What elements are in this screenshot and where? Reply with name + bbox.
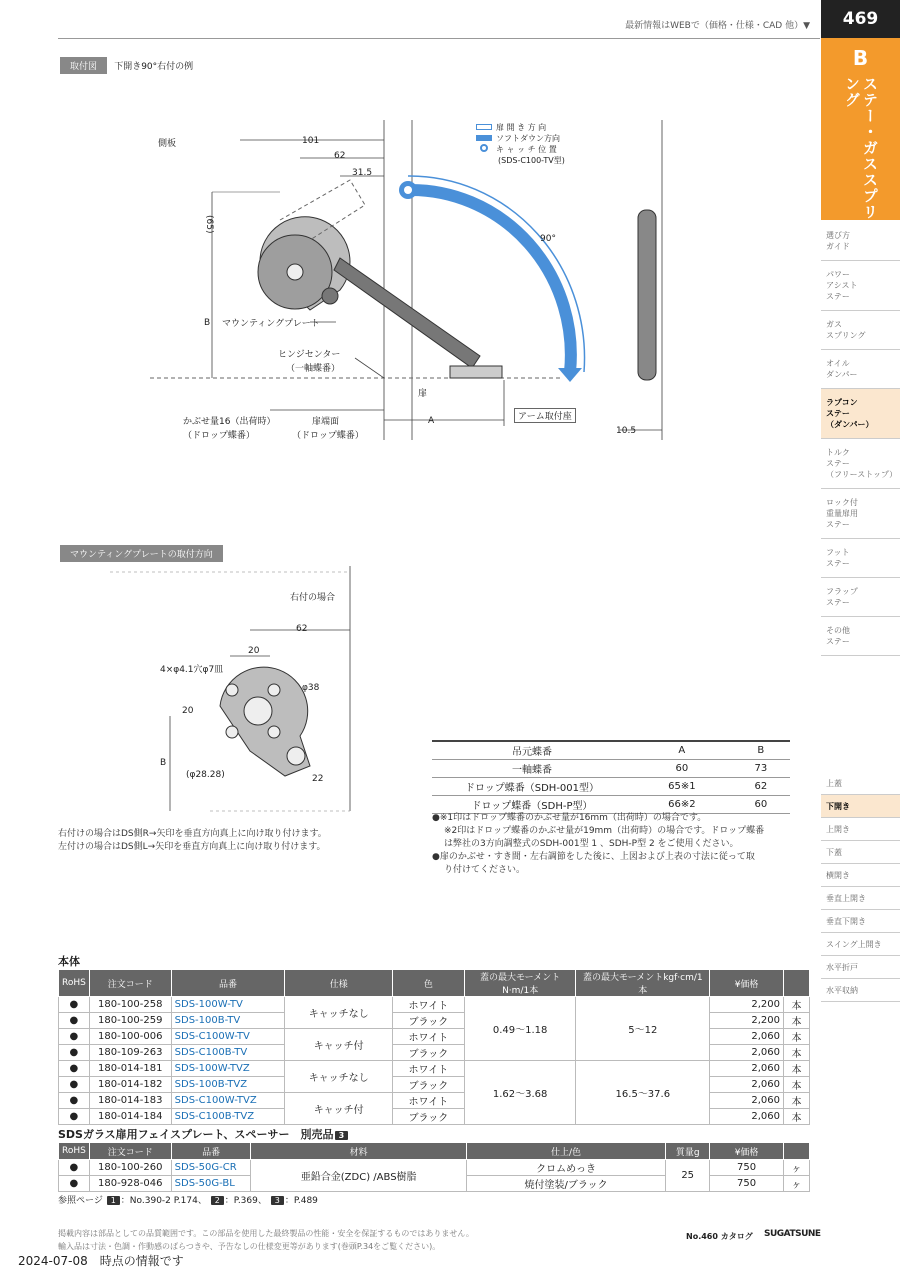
mount-note-1: 右付けの場合はDS側R→矢印を垂直方向真上に向け取り付けます。 xyxy=(58,829,327,839)
order-code-cell: 180-100-259 xyxy=(89,1013,171,1029)
ab-note: ●扉のかぶせ・すき間・左右調節をした後に、上図および上表の寸法に従って取 xyxy=(432,852,755,862)
color-cell: ホワイト xyxy=(393,1061,465,1077)
install-diagram xyxy=(150,110,710,450)
part-link[interactable]: SDS-100W-TV xyxy=(171,997,285,1013)
side-nav-item[interactable]: ロック付 重量扉用 ステー xyxy=(821,489,900,539)
ab-header-hinge: 吊元蝶番 xyxy=(432,741,632,760)
install-figure-caption: 下開き90°右付の例 xyxy=(114,62,194,72)
label-arm-seat: アーム取付座 xyxy=(514,408,576,423)
table-row: ドロップ蝶番（SDH-P型） 66※2 60 xyxy=(432,796,790,814)
mount-figure-tag: マウンティングプレートの取付方向 xyxy=(60,545,223,562)
side-nav xyxy=(821,222,900,656)
color-cell: ブラック xyxy=(393,1045,465,1061)
spec-cell: キャッチなし xyxy=(285,1061,393,1093)
label-dim-a: A xyxy=(428,416,435,426)
label-side-panel: 側板 xyxy=(158,139,177,149)
part-link[interactable]: SDS-C100B-TV xyxy=(171,1045,285,1061)
direction-nav-item[interactable]: 上蓋 xyxy=(821,772,900,795)
label-dim-b: B xyxy=(204,318,211,328)
side-nav-item[interactable]: フット ステー xyxy=(821,539,900,578)
label-angle: 90° xyxy=(540,234,556,244)
diagram-legend xyxy=(476,122,565,166)
color-cell: ブラック xyxy=(393,1109,465,1125)
arrow-head xyxy=(558,368,582,382)
price-cell: 2,200 xyxy=(710,1013,784,1029)
table-row: ● 180-928-046 SDS-50G-BL 焼付塗装/ブラック 750 ヶ xyxy=(59,1176,810,1192)
ref-badge-1[interactable]: 1 xyxy=(107,1196,120,1205)
side-nav-item[interactable]: 選び方 ガイド xyxy=(821,222,900,261)
direction-nav-item[interactable]: 垂直下開き xyxy=(821,910,900,933)
legend-open: 扉 開 き 方 向 xyxy=(476,122,565,133)
catch-position-marker-center xyxy=(404,186,412,194)
mount-diagram xyxy=(110,566,370,816)
ref-badge-3[interactable]: 3 xyxy=(271,1196,284,1205)
spec-cell: キャッチ付 xyxy=(285,1093,393,1125)
open-direction-arrow xyxy=(408,190,571,372)
side-nav-direction xyxy=(821,772,900,1002)
mount-label-20-side: 20 xyxy=(182,706,194,716)
mount-label-dia28: (φ28.28) xyxy=(186,770,225,780)
mount-label-holes: 4×φ4.1穴φ7皿 xyxy=(160,665,224,675)
top-rule xyxy=(58,38,820,39)
ab-header-row xyxy=(432,741,790,760)
install-figure-header xyxy=(60,57,193,74)
mount-label-62: 62 xyxy=(296,624,308,634)
mount-hole-4 xyxy=(268,726,280,738)
category-name: ステー・ガススプリング xyxy=(843,76,879,220)
label-dim-62: 62 xyxy=(334,151,346,161)
softdown-outline xyxy=(408,176,585,372)
order-code-cell: 180-100-006 xyxy=(89,1029,171,1045)
pivot xyxy=(287,264,303,280)
label-door-face-sub: （ドロップ蝶番） xyxy=(292,431,364,441)
date-stamp: 2024-07-08 時点の情報です xyxy=(18,1254,184,1268)
mount-label-right: 右付の場合 xyxy=(290,593,336,603)
order-code-cell: 180-014-184 xyxy=(89,1109,171,1125)
label-dim-65: (65) xyxy=(204,215,214,234)
side-nav-item[interactable]: その他 ステー xyxy=(821,617,900,656)
label-overlay-sub: （ドロップ蝶番） xyxy=(183,431,255,441)
rohs-cell: ● xyxy=(59,1061,90,1077)
price-cell: 2,060 xyxy=(710,1093,784,1109)
unit-cell: 本 xyxy=(783,1013,809,1029)
main-table-title: 本体 xyxy=(58,955,80,968)
side-nav-item[interactable]: トルク ステー （フリーストップ） xyxy=(821,439,900,489)
legend-open-icon xyxy=(476,124,492,130)
mount-center-hole xyxy=(244,697,272,725)
unit-cell: 本 xyxy=(783,1061,809,1077)
sub-table xyxy=(58,1142,810,1192)
label-mounting-plate: マウンティングプレート xyxy=(222,319,320,329)
install-figure-tag: 取付図 xyxy=(60,57,107,74)
direction-nav-item[interactable]: スイング上開き xyxy=(821,933,900,956)
mount-hole-2 xyxy=(268,684,280,696)
ab-note: は弊社の3方向調整式のSDH-001型 1 、SDH-P型 2 をご使用ください。 xyxy=(444,839,739,849)
direction-nav-item[interactable]: 下開き xyxy=(821,795,900,818)
table-row: ● 180-100-260 SDS-50G-CR 亜鉛合金(ZDC) /ABS樹脂 クロムめっき 25 750 ヶ xyxy=(59,1160,810,1176)
part-link[interactable]: SDS-100B-TV xyxy=(171,1013,285,1029)
spec-cell: キャッチ付 xyxy=(285,1029,393,1061)
ab-notes xyxy=(432,812,802,877)
color-cell: ブラック xyxy=(393,1013,465,1029)
label-dim-10-5: 10.5 xyxy=(616,426,637,436)
direction-nav-item[interactable]: 下蓋 xyxy=(821,841,900,864)
page-number: 469 xyxy=(821,0,900,38)
hinge-center-leader xyxy=(355,358,384,378)
ab-note: り付けてください。 xyxy=(444,865,526,875)
part-link[interactable]: SDS-100B-TVZ xyxy=(171,1077,285,1093)
price-cell: 2,060 xyxy=(710,1109,784,1125)
moment-nm-cell: 0.49～1.18 xyxy=(464,997,576,1061)
direction-nav-item[interactable]: 上開き xyxy=(821,818,900,841)
rohs-cell: ● xyxy=(59,1109,90,1125)
color-cell: ホワイト xyxy=(393,1029,465,1045)
order-code-cell: 180-014-181 xyxy=(89,1061,171,1077)
side-nav-item[interactable]: オイル ダンパー xyxy=(821,350,900,389)
main-header-row: RoHS 注文コード 品番 仕様 色 蓋の最大モーメントN·m/1本 蓋の最大モーメントkgf·cm/1本 ¥価格 xyxy=(59,970,810,997)
rohs-cell: ● xyxy=(59,1013,90,1029)
price-cell: 2,060 xyxy=(710,1077,784,1093)
spec-cell: キャッチなし xyxy=(285,997,393,1029)
side-nav-item[interactable]: フラップ ステー xyxy=(821,578,900,617)
side-nav-item[interactable]: パワー アシスト ステー xyxy=(821,261,900,311)
part-link[interactable]: SDS-C100W-TV xyxy=(171,1029,285,1045)
label-hinge-center-sub: （一軸蝶番） xyxy=(286,364,341,374)
unit-cell: 本 xyxy=(783,1109,809,1125)
mount-label-22: 22 xyxy=(312,774,324,784)
price-cell: 2,060 xyxy=(710,1061,784,1077)
catalog-number: No.460 カタログ xyxy=(686,1232,753,1241)
rohs-cell: ● xyxy=(59,1045,90,1061)
mount-hole-3 xyxy=(226,726,238,738)
mount-figure-header xyxy=(60,545,223,562)
web-info: 最新情報はWEBで（価格・仕様・CAD 他）▼ xyxy=(625,21,810,31)
direction-nav-item[interactable]: 水平折戸 xyxy=(821,956,900,979)
order-code-cell: 180-100-258 xyxy=(89,997,171,1013)
moment-kgf-cell: 5～12 xyxy=(576,997,710,1061)
ab-note: ●※1印はドロップ蝶番のかぶせ量が16mm（出荷時）の場合です。 xyxy=(432,813,707,823)
ab-header-b: B xyxy=(732,741,790,760)
side-nav-item[interactable]: ラプコン ステー （ダンパー） xyxy=(821,389,900,439)
arm xyxy=(334,258,480,368)
direction-nav-item[interactable]: 横開き xyxy=(821,864,900,887)
color-cell: ホワイト xyxy=(393,997,465,1013)
side-nav-item[interactable]: ガス スプリング xyxy=(821,311,900,350)
price-cell: 2,060 xyxy=(710,1029,784,1045)
label-overlay: かぶせ量16（出荷時） xyxy=(183,417,276,427)
mount-hole-1 xyxy=(226,684,238,696)
category-letter: B xyxy=(852,46,869,70)
rohs-cell: ● xyxy=(59,997,90,1013)
ref-badge-2[interactable]: 2 xyxy=(211,1196,224,1205)
label-hinge-center: ヒンジセンター xyxy=(278,350,341,360)
legend-catch-icon xyxy=(480,144,488,152)
order-code-cell: 180-109-263 xyxy=(89,1045,171,1061)
price-cell: 2,060 xyxy=(710,1045,784,1061)
arm-seat-drawing xyxy=(450,366,502,378)
mount-label-dia38: φ38 xyxy=(302,683,320,693)
part-link[interactable]: SDS-50G-CR xyxy=(171,1160,251,1176)
rohs-cell: ● xyxy=(59,1093,90,1109)
label-door: 扉 xyxy=(418,389,428,399)
legend-catch-sub: (SDS-C100-TV型) xyxy=(498,156,565,165)
reference-pages: 参照ページ 1 ：No.390-2 P.174、 2 ：P.369、 3 ：P.489 xyxy=(58,1196,318,1206)
part-link[interactable]: SDS-50G-BL xyxy=(171,1176,251,1192)
direction-nav-item[interactable]: 水平収納 xyxy=(821,979,900,1002)
side-view-stay xyxy=(638,210,656,380)
price-cell: 2,200 xyxy=(710,997,784,1013)
moment-kgf-cell: 16.5～37.6 xyxy=(576,1061,710,1125)
mount-label-20-top: 20 xyxy=(248,646,260,656)
mount-note-2: 左付けの場合はDS側L→矢印を垂直方向真上に向け取り付けます。 xyxy=(58,842,326,852)
color-cell: ブラック xyxy=(393,1077,465,1093)
unit-cell: 本 xyxy=(783,997,809,1013)
ab-header-a: A xyxy=(632,741,732,760)
unit-cell: 本 xyxy=(783,1045,809,1061)
sub-table-badge[interactable]: 3 xyxy=(335,1131,349,1140)
rohs-cell: ● xyxy=(59,1077,90,1093)
table-row: ドロップ蝶番（SDH-001型） 65※1 62 xyxy=(432,778,790,796)
footer-disclaimer: 掲載内容は部品としての品質範囲です。この部品を使用した最終製品の性能・安全を保証するものではありません。 輸入品は寸法・色調・作動感のばらつきや、予告なしの仕様変更等があります(巻頭P.34をご覧ください)。 xyxy=(58,1229,474,1251)
main-table xyxy=(58,969,810,1125)
order-code-cell: 180-014-183 xyxy=(89,1093,171,1109)
order-code-cell: 180-014-182 xyxy=(89,1077,171,1093)
unit-cell: 本 xyxy=(783,1029,809,1045)
direction-nav-item[interactable]: 垂直上開き xyxy=(821,887,900,910)
legend-catch: キ ャ ッ チ 位 置 xyxy=(476,144,565,155)
legend-soft-icon xyxy=(476,135,492,141)
label-door-face: 扉端面 xyxy=(312,417,340,427)
legend-soft: ソフトダウン方向 xyxy=(476,133,565,144)
category-tab[interactable] xyxy=(821,38,900,220)
mount-notes xyxy=(58,828,327,854)
label-dim-31-5: 31.5 xyxy=(352,168,373,178)
mount-label-b: B xyxy=(160,758,167,768)
color-cell: ホワイト xyxy=(393,1093,465,1109)
table-row xyxy=(59,997,810,1013)
moment-nm-cell: 1.62～3.68 xyxy=(464,1061,576,1125)
label-dim-101: 101 xyxy=(302,136,320,146)
rohs-cell: ● xyxy=(59,1029,90,1045)
unit-cell: 本 xyxy=(783,1077,809,1093)
part-link[interactable]: SDS-100W-TVZ xyxy=(171,1061,285,1077)
mount-pivot-hole xyxy=(287,747,305,765)
table-row: 一軸蝶番 60 73 xyxy=(432,760,790,778)
ab-table xyxy=(432,740,790,814)
part-link[interactable]: SDS-C100B-TVZ xyxy=(171,1109,285,1125)
catch-knob xyxy=(322,288,338,304)
unit-cell: 本 xyxy=(783,1093,809,1109)
ab-note: ※2印はドロップ蝶番のかぶせ量が19mm（出荷時）の場合です。ドロップ蝶番 xyxy=(444,826,765,836)
table-row xyxy=(59,1061,810,1077)
part-link[interactable]: SDS-C100W-TVZ xyxy=(171,1093,285,1109)
sub-header-row: RoHS 注文コード 品番 材料 仕上/色 質量g ¥価格 xyxy=(59,1143,810,1160)
brand-logo: SUGATSUNE xyxy=(764,1229,821,1239)
sub-table-title: SDSガラス扉用フェイスプレート、スペーサー 別売品 3 xyxy=(58,1126,349,1142)
